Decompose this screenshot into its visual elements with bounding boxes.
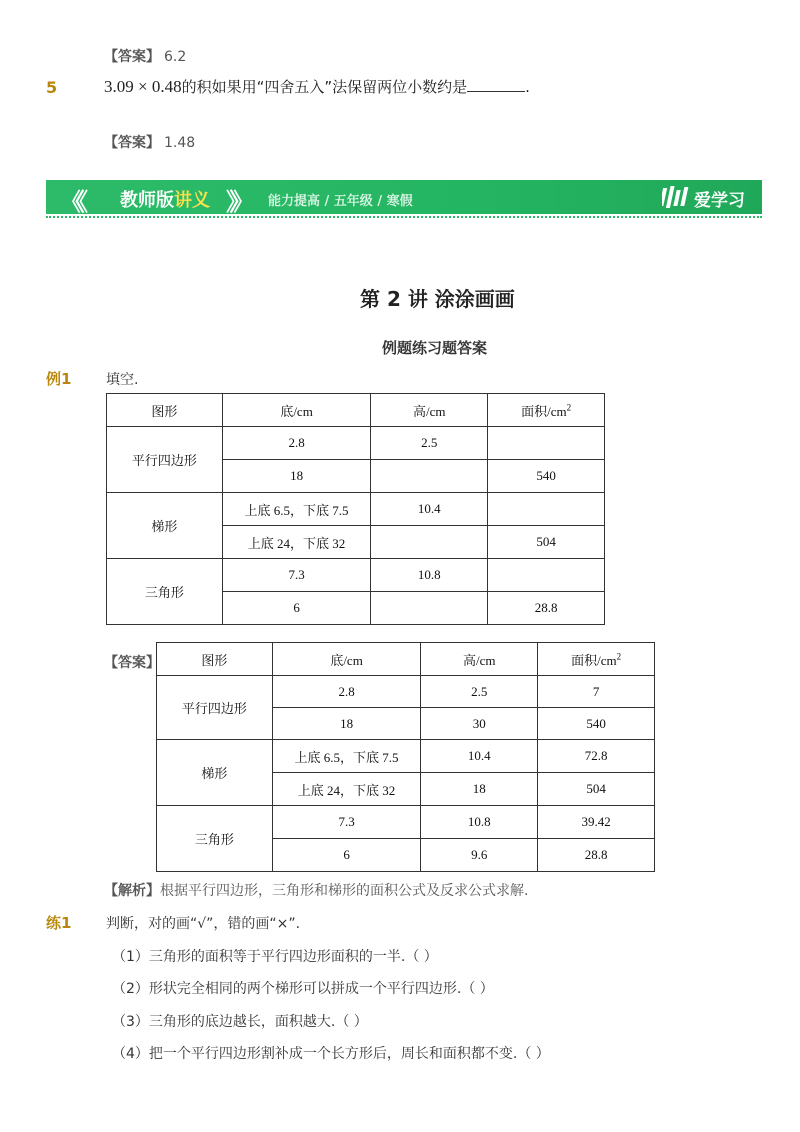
table-cell: 2.5	[371, 427, 488, 460]
shape-cell: 平行四边形	[107, 427, 223, 493]
table-cell: 504	[538, 773, 655, 806]
question-end: .	[525, 78, 530, 96]
table-cell: 上底 24，下底 32	[222, 526, 371, 559]
shape-cell: 梯形	[107, 493, 223, 559]
analysis-tag: 【解析】	[104, 883, 160, 899]
table-cell: 30	[421, 708, 538, 740]
table-cell: 7.3	[222, 559, 371, 592]
table-cell	[371, 592, 488, 625]
analysis-line	[104, 880, 528, 900]
table-row	[107, 559, 605, 592]
answer-blank	[467, 77, 525, 92]
analysis-text: 根据平行四边形，三角形和梯形的面积公式及反求公式求解.	[160, 883, 529, 899]
answer-tag: 【答案】	[104, 655, 160, 671]
answer-value: 1.48	[164, 135, 196, 151]
shape-cell: 梯形	[157, 740, 273, 806]
table-cell: 540	[538, 708, 655, 740]
practice-item: （2）形状完全相同的两个梯形可以拼成一个平行四边形.（ ）	[112, 981, 494, 997]
answer-tag: 【答案】	[104, 49, 160, 65]
header-cell: 面积$/cm^2$	[488, 394, 605, 427]
table-cell: 18	[272, 708, 421, 740]
table-row	[157, 676, 655, 708]
table-header-row	[107, 394, 605, 427]
header-cell: 底/cm	[222, 394, 371, 427]
math-expression: 3.09 × 0.48	[104, 77, 182, 96]
answer-line-q5	[104, 132, 195, 152]
table-cell: 72.8	[538, 740, 655, 773]
example-prompt: 填空.	[106, 372, 139, 388]
answer-value: 6.2	[164, 49, 187, 65]
header-cell: 高/cm	[421, 643, 538, 676]
question-number: 5	[46, 78, 58, 97]
practice-item: （1）三角形的面积等于平行四边形面积的一半.（ ）	[112, 949, 438, 965]
table-row	[157, 740, 655, 773]
table-row	[157, 806, 655, 839]
table-cell: 6	[222, 592, 371, 625]
practice-item: （3）三角形的底边越长，面积越大.（ ）	[112, 1014, 368, 1030]
table-cell: 上底 24，下底 32	[272, 773, 421, 806]
banner-title-handout: 讲义	[174, 190, 210, 211]
banner-title-teacher: 教师版	[120, 190, 174, 211]
bars-logo-icon	[662, 184, 690, 210]
practice-item: （4）把一个平行四边形割补成一个长方形后，周长和面积都不变.（ ）	[112, 1046, 550, 1062]
table-cell: 28.8	[488, 592, 605, 625]
question-table	[106, 393, 605, 625]
table-cell: 10.8	[371, 559, 488, 592]
table-cell: 10.4	[421, 740, 538, 773]
header-cell: 图形	[107, 394, 223, 427]
table-cell	[371, 460, 488, 493]
practice-prompt: 判断，对的画“√”，错的画“×”.	[106, 916, 301, 932]
question-body: 的积如果用“四舍五入”法保留两位小数约是	[181, 78, 468, 96]
table-cell: 6	[272, 839, 421, 872]
question-text	[104, 76, 530, 97]
header-cell: 高/cm	[371, 394, 488, 427]
table-cell: 上底 6.5，下底 7.5	[272, 740, 421, 773]
table-cell: 504	[488, 526, 605, 559]
table-row	[107, 493, 605, 526]
table-cell: 9.6	[421, 839, 538, 872]
chevron-right-icon: 》》	[226, 188, 246, 216]
table-cell: 18	[421, 773, 538, 806]
table-cell: 18	[222, 460, 371, 493]
brand-name: 爱学习	[694, 191, 745, 211]
table-cell: 7	[538, 676, 655, 708]
table-cell: 39.42	[538, 806, 655, 839]
banner-title	[120, 186, 210, 212]
table-cell: 540	[488, 460, 605, 493]
table-cell: 7.3	[272, 806, 421, 839]
shape-cell: 三角形	[107, 559, 223, 625]
table-row	[107, 427, 605, 460]
chevron-left-icon: 《《	[60, 188, 80, 216]
example-label: 例1	[46, 370, 72, 388]
header-cell: 底/cm	[272, 643, 421, 676]
shape-cell: 三角形	[157, 806, 273, 872]
table-cell: 2.5	[421, 676, 538, 708]
practice-label: 练1	[46, 914, 72, 932]
banner-dotted-line	[46, 216, 762, 218]
table-header-row	[157, 643, 655, 676]
answer-line-top	[104, 46, 186, 66]
table-cell	[371, 526, 488, 559]
shape-cell: 平行四边形	[157, 676, 273, 740]
answer-tag: 【答案】	[104, 135, 160, 151]
table-cell: 2.8	[272, 676, 421, 708]
answer-tag-table	[104, 652, 160, 672]
lecture-title: 第 2 讲 涂涂画画	[360, 287, 515, 311]
table-cell: 10.8	[421, 806, 538, 839]
banner-subtitle: 能力提高 / 五年级 / 寒假	[268, 194, 413, 209]
header-cell: 图形	[157, 643, 273, 676]
header-cell: 面积$/cm^2$	[538, 643, 655, 676]
table-cell	[488, 493, 605, 526]
table-cell	[488, 559, 605, 592]
section-title: 例题练习题答案	[382, 339, 488, 357]
table-cell: 上底 6.5，下底 7.5	[222, 493, 371, 526]
table-cell	[488, 427, 605, 460]
table-cell: 10.4	[371, 493, 488, 526]
table-cell: 2.8	[222, 427, 371, 460]
answer-table	[156, 642, 655, 872]
table-cell: 28.8	[538, 839, 655, 872]
